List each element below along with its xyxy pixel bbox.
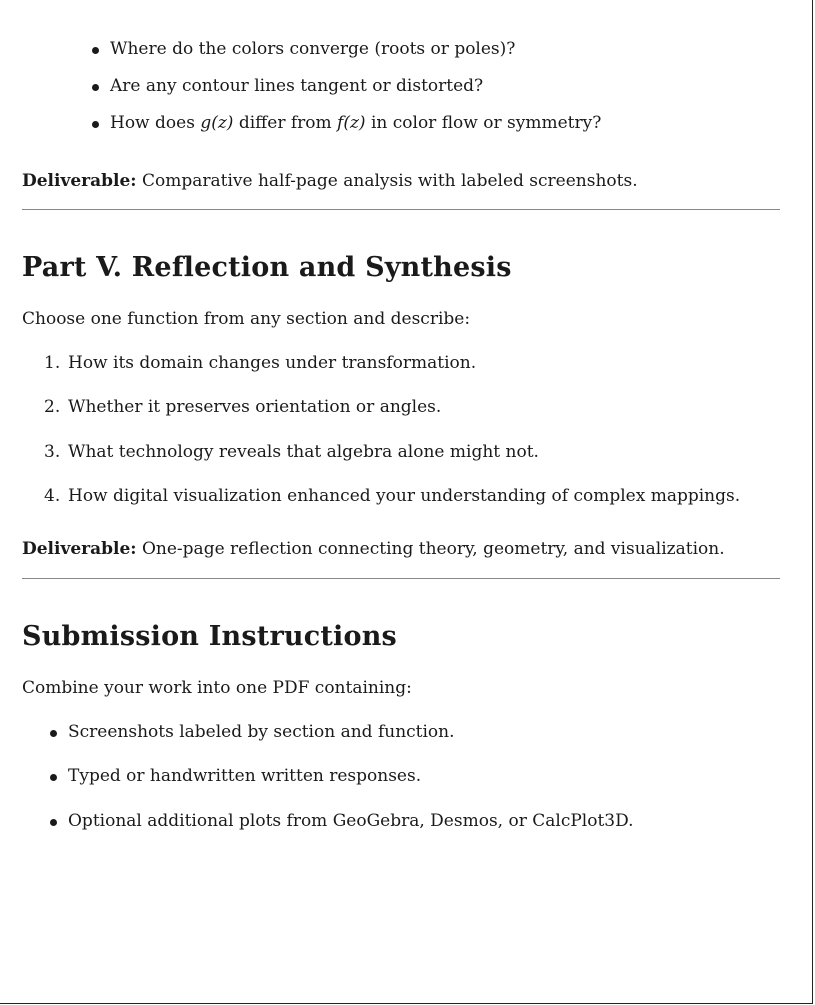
math-f: f — [337, 113, 344, 133]
part5-intro: Choose one function from any section and describe: — [22, 309, 471, 329]
list-item — [44, 350, 740, 394]
section-divider — [22, 209, 780, 210]
item-text: Optional additional plots from GeoGebra, Desmos, or CalcPlot3D. — [68, 810, 634, 831]
math-g: g — [200, 113, 212, 133]
question-text: Where do the colors converge (roots or poles)? — [110, 39, 516, 59]
part4-deliverable — [22, 168, 638, 195]
list-item — [92, 73, 601, 110]
list-item — [92, 110, 601, 147]
section-heading-submission: Submission Instructions — [22, 621, 397, 652]
list-item — [50, 808, 634, 852]
item-text: Screenshots labeled by section and function. — [68, 722, 455, 742]
part4-question-list — [92, 36, 601, 147]
deliverable-text: Comparative half-page analysis with labeled screenshots. — [136, 171, 638, 191]
section-divider — [22, 578, 780, 579]
list-item — [44, 439, 740, 483]
question-text: How does g(z) differ from f(z) in color flow or symmetry? — [110, 113, 602, 133]
list-item — [44, 394, 740, 438]
item-text: Typed or handwritten written responses. — [68, 766, 422, 787]
deliverable-label: Deliverable: — [22, 171, 137, 191]
list-item — [44, 483, 740, 527]
item-number: 1. — [44, 353, 61, 373]
list-item — [50, 719, 634, 763]
item-text: Whether it preserves orientation or angles. — [68, 397, 442, 418]
item-number: 2. — [44, 397, 61, 418]
item-text: How digital visualization enhanced your understanding of complex mappings. — [68, 485, 741, 506]
part5-numbered-list — [44, 350, 740, 527]
item-number: 4. — [44, 485, 61, 506]
item-text: How its domain changes under transformation. — [68, 353, 477, 373]
item-text: What technology reveals that algebra alone might not. — [68, 441, 539, 462]
section-heading-part5: Part V. Reflection and Synthesis — [22, 252, 512, 283]
list-item — [92, 36, 601, 73]
deliverable-label: Deliverable: — [22, 539, 137, 559]
submission-list — [50, 719, 634, 852]
list-item — [50, 763, 634, 807]
item-number: 3. — [44, 441, 61, 462]
submission-intro: Combine your work into one PDF containing: — [22, 678, 412, 698]
deliverable-text: One-page reflection connecting theory, geometry, and visualization. — [136, 539, 725, 559]
question-text: Are any contour lines tangent or distorted? — [110, 76, 484, 96]
part5-deliverable — [22, 536, 725, 563]
